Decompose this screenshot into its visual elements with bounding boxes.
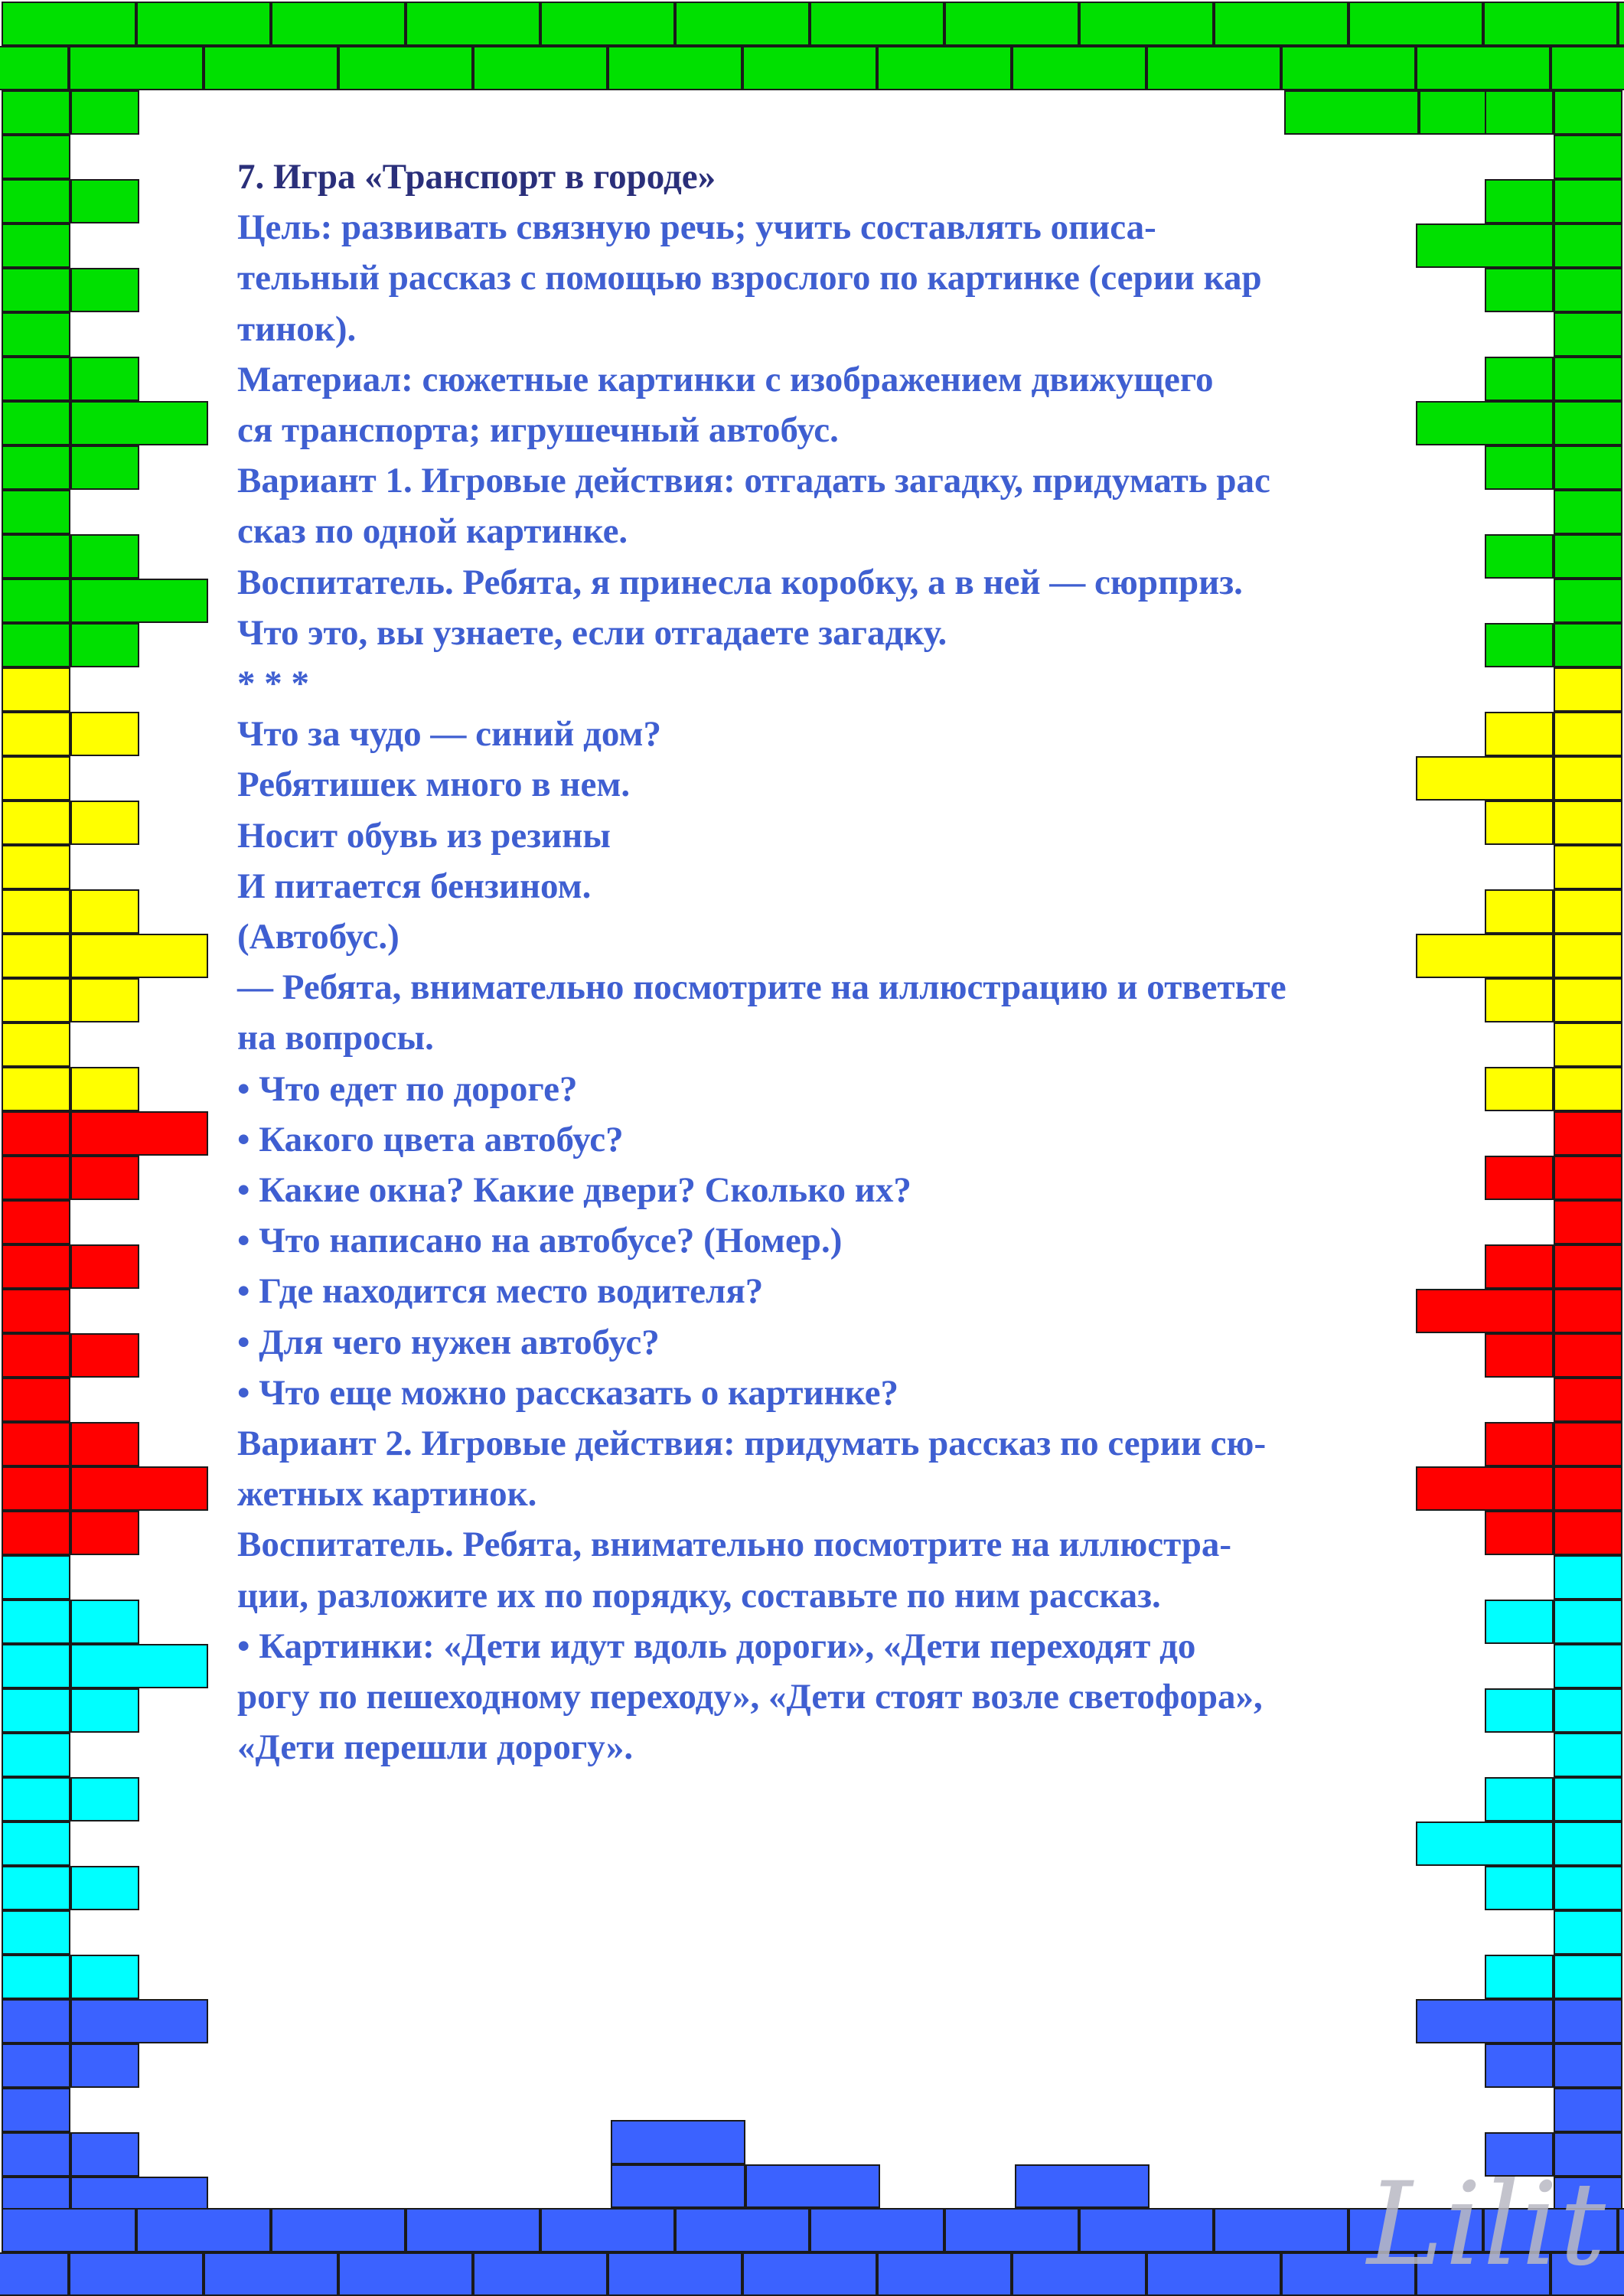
brick	[1416, 1289, 1554, 1333]
brick	[1485, 1156, 1554, 1200]
brick	[1485, 90, 1554, 135]
question-item: • Что едет по дороге?	[237, 1068, 578, 1109]
brick	[1554, 1466, 1622, 1511]
brick	[2, 490, 70, 534]
brick	[70, 1644, 208, 1688]
brick	[2, 1111, 70, 1156]
text-line: Воспитатель. Ребята, я принесла коробку, а в ней — сюрприз.	[237, 562, 1243, 602]
brick	[473, 2252, 608, 2296]
brick	[675, 2, 810, 46]
brick	[2, 135, 70, 179]
brick	[1554, 712, 1622, 756]
brick	[1416, 46, 1551, 90]
brick	[540, 2208, 675, 2252]
brick	[1146, 2252, 1281, 2296]
brick	[70, 623, 139, 667]
brick	[70, 1955, 139, 1999]
brick	[1485, 978, 1554, 1022]
brick	[69, 46, 204, 90]
brick	[2, 1511, 70, 1555]
brick	[810, 2, 944, 46]
brick	[608, 46, 742, 90]
question-item: • Что написано на автобусе? (Номер.)	[237, 1221, 843, 1261]
brick	[2, 712, 70, 756]
brick	[1416, 401, 1554, 445]
brick	[271, 2208, 406, 2252]
brick	[1485, 357, 1554, 401]
question-item: • Какого цвета автобус?	[237, 1119, 624, 1159]
question-item: • Какие окна? Какие двери? Сколько их?	[237, 1170, 911, 1211]
brick	[2, 934, 70, 978]
brick	[70, 801, 139, 845]
brick	[1554, 1289, 1622, 1333]
brick	[944, 2208, 1079, 2252]
brick	[1554, 1333, 1622, 1378]
brick	[2, 1688, 70, 1733]
brick	[1554, 1910, 1622, 1955]
brick	[742, 2252, 877, 2296]
brick	[1485, 179, 1554, 223]
brick	[1554, 1511, 1622, 1555]
brick	[1416, 756, 1554, 801]
brick	[1554, 801, 1622, 845]
brick	[1485, 1067, 1554, 1111]
signature-watermark: Lilit	[1367, 2158, 1607, 2291]
brick	[2, 1777, 70, 1821]
text-line: на вопросы.	[237, 1018, 434, 1058]
brick	[1554, 1733, 1622, 1777]
brick	[1284, 90, 1419, 135]
brick	[2, 223, 70, 268]
brick	[70, 1600, 139, 1644]
brick	[1079, 2208, 1214, 2252]
brick	[70, 1333, 139, 1378]
brick	[338, 2252, 473, 2296]
brick	[1146, 46, 1281, 90]
brick	[1554, 135, 1622, 179]
brick	[1554, 534, 1622, 579]
brick	[1554, 1244, 1622, 1289]
brick	[2, 401, 70, 445]
brick	[204, 2252, 338, 2296]
brick	[2, 801, 70, 845]
brick	[2, 1999, 70, 2043]
brick	[2, 1910, 70, 1955]
brick	[1485, 1688, 1554, 1733]
brick	[1554, 1600, 1622, 1644]
brick	[1554, 934, 1622, 978]
brick	[204, 46, 338, 90]
brick	[1416, 1466, 1554, 1511]
brick	[2, 1422, 70, 1466]
brick	[1483, 2, 1618, 46]
brick	[70, 357, 139, 401]
riddle-line: Что за чудо — синий дом?	[237, 714, 661, 755]
brick	[1554, 1200, 1622, 1244]
text-line: Цель: развивать связную речь; учить составлять описа-	[237, 207, 1156, 248]
brick	[2, 445, 70, 490]
brick	[70, 1511, 139, 1555]
brick	[70, 445, 139, 490]
brick	[1485, 1422, 1554, 1466]
brick	[2, 1555, 70, 1600]
brick	[1485, 1333, 1554, 1378]
brick	[70, 712, 139, 756]
brick	[70, 179, 139, 223]
brick	[406, 2, 540, 46]
brick	[2, 90, 70, 135]
brick	[1554, 1555, 1622, 1600]
brick	[1554, 756, 1622, 801]
text-line: ся транспорта; игрушечный автобус.	[237, 410, 839, 451]
brick	[70, 978, 139, 1022]
brick	[1554, 1866, 1622, 1910]
brick	[1554, 1378, 1622, 1422]
brick	[70, 1111, 208, 1156]
brick	[1554, 1111, 1622, 1156]
brick	[69, 2252, 204, 2296]
brick	[1554, 401, 1622, 445]
brick	[70, 1688, 139, 1733]
brick	[1554, 90, 1622, 135]
text-line: Вариант 2. Игровые действия: придумать рассказ по серии сю-	[237, 1424, 1267, 1464]
brick	[1554, 2043, 1622, 2088]
brick	[0, 46, 69, 90]
riddle-line: Ребятишек много в нем.	[237, 765, 631, 805]
brick	[2, 1067, 70, 1111]
brick	[611, 2120, 745, 2164]
brick	[1416, 223, 1554, 268]
brick	[70, 1999, 208, 2043]
brick	[1012, 2252, 1146, 2296]
brick	[1554, 357, 1622, 401]
text-line: тельный рассказ с помощью взрослого по картинке (серии кар	[237, 258, 1262, 298]
riddle-answer: (Автобус.)	[237, 917, 399, 957]
brick	[1554, 1067, 1622, 1111]
brick	[2, 534, 70, 579]
brick	[540, 2, 675, 46]
brick	[2, 1600, 70, 1644]
document-title: 7. Игра «Транспорт в городе»	[237, 157, 716, 197]
brick	[1554, 1644, 1622, 1688]
brick	[2, 1866, 70, 1910]
brick	[1416, 934, 1554, 978]
brick	[2, 1289, 70, 1333]
brick	[2, 978, 70, 1022]
brick	[1485, 623, 1554, 667]
brick	[1554, 2088, 1622, 2132]
brick	[1485, 445, 1554, 490]
brick	[70, 2132, 139, 2177]
brick	[2, 1244, 70, 1289]
brick	[1554, 1688, 1622, 1733]
brick	[2, 179, 70, 223]
brick	[944, 2, 1079, 46]
text-line: — Ребята, внимательно посмотрите на иллюстрацию и ответьте	[237, 967, 1286, 1008]
brick	[1554, 312, 1622, 357]
brick	[1485, 712, 1554, 756]
brick	[2, 1733, 70, 1777]
brick	[1618, 2, 1624, 46]
brick	[473, 46, 608, 90]
brick	[1485, 801, 1554, 845]
brick	[2, 357, 70, 401]
brick	[1485, 1244, 1554, 1289]
brick	[70, 934, 208, 978]
brick	[1554, 623, 1622, 667]
brick	[1554, 1955, 1622, 1999]
brick	[2, 2, 136, 46]
brick	[2, 667, 70, 712]
brick	[608, 2252, 742, 2296]
brick	[1554, 889, 1622, 934]
brick	[2, 1156, 70, 1200]
brick	[1554, 1777, 1622, 1821]
brick	[1348, 2, 1483, 46]
brick	[136, 2208, 271, 2252]
brick	[2, 756, 70, 801]
question-item: • Для чего нужен автобус?	[237, 1322, 660, 1362]
brick	[1554, 490, 1622, 534]
brick	[675, 2208, 810, 2252]
brick	[745, 2164, 880, 2208]
brick	[2, 1821, 70, 1866]
brick	[2, 1200, 70, 1244]
brick	[1554, 1156, 1622, 1200]
brick	[2, 1644, 70, 1688]
brick	[1485, 1955, 1554, 1999]
brick	[70, 1866, 139, 1910]
brick	[2, 312, 70, 357]
brick	[2, 579, 70, 623]
brick	[0, 2252, 69, 2296]
brick	[271, 2, 406, 46]
text-line: Вариант 1. Игровые действия: отгадать загадку, придумать рас	[237, 461, 1270, 501]
brick	[1416, 1821, 1554, 1866]
brick	[1551, 46, 1624, 90]
brick	[1214, 2, 1348, 46]
brick	[2, 1955, 70, 1999]
brick	[810, 2208, 944, 2252]
text-line: Что это, вы узнаете, если отгадаете загадку.	[237, 612, 947, 653]
text-line: Воспитатель. Ребята, внимательно посмотрите на иллюстра-	[237, 1525, 1232, 1565]
brick	[1554, 978, 1622, 1022]
brick	[1554, 179, 1622, 223]
document-text	[237, 152, 1416, 1773]
brick	[1554, 268, 1622, 312]
brick	[70, 534, 139, 579]
brick	[1214, 2208, 1348, 2252]
brick	[1618, 2208, 1624, 2252]
brick	[2, 2088, 70, 2132]
brick	[1554, 1422, 1622, 1466]
brick	[1485, 1777, 1554, 1821]
brick	[70, 889, 139, 934]
brick	[70, 579, 208, 623]
brick	[2, 2132, 70, 2177]
brick	[2, 1022, 70, 1067]
text-line: Материал: сюжетные картинки с изображением движущего	[237, 359, 1214, 400]
brick	[1485, 889, 1554, 934]
brick	[742, 46, 877, 90]
text-line: «Дети перешли дорогу».	[237, 1727, 634, 1768]
brick	[877, 2252, 1012, 2296]
brick	[2, 845, 70, 889]
brick	[136, 2, 271, 46]
brick	[1554, 1999, 1622, 2043]
riddle-line: И питается бензином.	[237, 866, 592, 906]
brick	[2, 2043, 70, 2088]
riddle-separator: * * *	[237, 664, 309, 704]
brick	[1079, 2, 1214, 46]
brick	[70, 1067, 139, 1111]
brick	[70, 268, 139, 312]
brick	[877, 46, 1012, 90]
brick	[2, 623, 70, 667]
brick	[1485, 1600, 1554, 1644]
brick	[1281, 46, 1416, 90]
brick	[2, 1378, 70, 1422]
brick	[1015, 2164, 1150, 2208]
brick	[2, 889, 70, 934]
brick	[1554, 223, 1622, 268]
brick	[338, 46, 473, 90]
brick	[1485, 1866, 1554, 1910]
text-line: сказ по одной картинке.	[237, 511, 628, 552]
brick	[70, 90, 139, 135]
brick	[70, 401, 208, 445]
text-line: тинок).	[237, 308, 357, 349]
brick	[1485, 268, 1554, 312]
brick	[70, 1244, 139, 1289]
brick	[1012, 46, 1146, 90]
brick	[1554, 445, 1622, 490]
brick	[1416, 1999, 1554, 2043]
brick	[2, 2208, 136, 2252]
question-item: • Что еще можно рассказать о картинке?	[237, 1372, 898, 1413]
brick	[1485, 2043, 1554, 2088]
text-line: ции, разложите их по порядку, составьте по ним рассказ.	[237, 1575, 1161, 1616]
brick	[2, 1333, 70, 1378]
brick	[70, 1422, 139, 1466]
brick	[406, 2208, 540, 2252]
brick	[2, 268, 70, 312]
text-line: рогу по пешеходному переходу», «Дети стоят возле светофора»,	[237, 1677, 1263, 1717]
brick	[1554, 579, 1622, 623]
brick	[70, 1777, 139, 1821]
brick	[1554, 1022, 1622, 1067]
text-line: жетных картинок.	[237, 1474, 537, 1515]
brick	[1554, 845, 1622, 889]
brick	[70, 1156, 139, 1200]
brick	[1554, 1821, 1622, 1866]
brick	[611, 2164, 745, 2208]
brick	[70, 1466, 208, 1511]
question-item: • Где находится место водителя?	[237, 1271, 764, 1312]
brick	[2, 1466, 70, 1511]
riddle-line: Носит обувь из резины	[237, 815, 611, 856]
brick	[70, 2043, 139, 2088]
brick	[1485, 534, 1554, 579]
brick	[1485, 1511, 1554, 1555]
text-line: • Картинки: «Дети идут вдоль дороги», «Дети переходят до	[237, 1626, 1196, 1666]
brick	[1554, 667, 1622, 712]
